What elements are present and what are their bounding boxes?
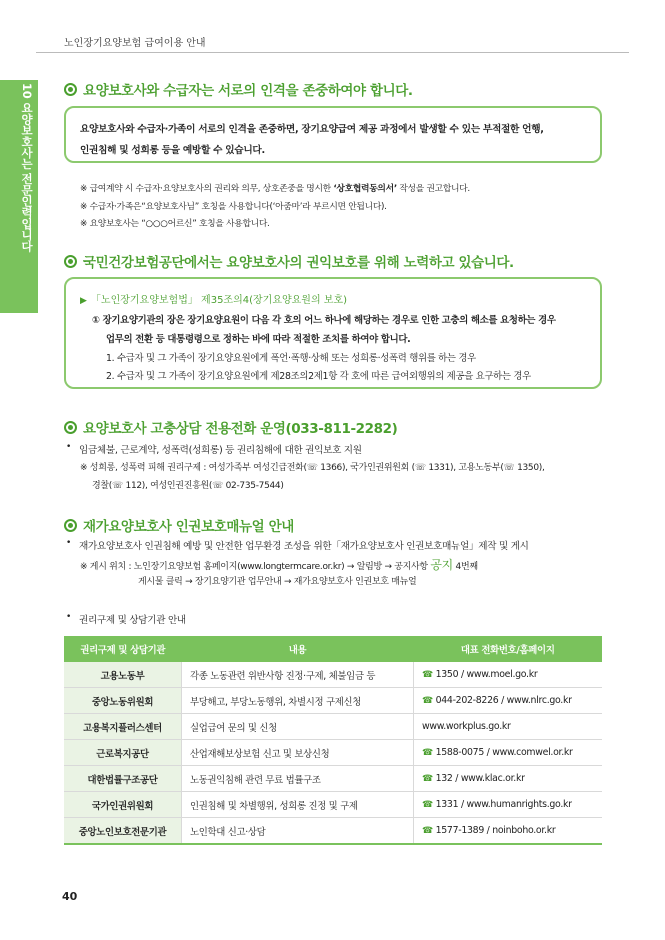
section4-title-text: 재가요양보호사 인권보호매뉴얼 안내	[83, 519, 294, 535]
section2-title-text: 국민건강보험공단에서는 요양보호사의 권익보호를 위해 노력하고 있습니다.	[83, 255, 514, 271]
section1-note: ※ 요양보호사는 “○○○어르신” 호칭을 사용합니다.	[80, 219, 270, 229]
section2-title	[64, 251, 514, 271]
chapter-side-tab-label: 10 요양보호사는 전문인력입니다	[20, 83, 34, 252]
section1-title-text: 요양보호사와 수급자는 서로의 인격을 존중하여야 합니다.	[83, 83, 413, 99]
triangle-bullet-icon: ▶	[80, 296, 87, 306]
table-cell: ☎ 044-202-8226 / www.nlrc.go.kr	[414, 688, 603, 714]
section1-note: ※ 급여계약 시 수급자·요양보호사의 권리와 의무, 상호존중을 명시한 ‘상호협력동의서’ 작성을 권고합니다.	[80, 184, 470, 194]
phone-icon: ☎	[422, 670, 433, 680]
law-item: 1. 수급자 및 그 가족이 장기요양요원에게 폭언·폭행·상해 또는 성희롱·성폭력 행위를 하는 경우	[106, 353, 476, 364]
table-cell: www.workplus.go.kr	[414, 714, 603, 740]
phone-icon: ☎	[422, 748, 433, 758]
table-header-cell: 대표 전화번호/홈페이지	[414, 636, 603, 662]
section1-box-line: 인권침해 및 성희롱 등을 예방할 수 있습니다.	[80, 145, 265, 156]
circle-bullet-icon	[64, 519, 77, 532]
section2-box	[64, 277, 602, 389]
section3-line: ※ 성희롱, 성폭력 피해 권리구제 : 여성가족부 여성긴급전화(☏ 1366), 국가인권위원회 (☏ 1331), 고용노동부(☏ 1350),	[80, 463, 545, 473]
section3-line: 경찰(☏ 112), 여성인권진흥원(☏ 02-735-7544)	[92, 481, 284, 491]
section3-title-text: 요양보호사 고충상담 전용전화 운영(033-811-2282)	[83, 421, 398, 437]
table-cell: 각종 노동관련 위반사항 진정·구제, 체불임금 등	[182, 662, 414, 688]
circle-bullet-icon	[64, 255, 77, 268]
phone-icon: ☎	[422, 826, 433, 836]
table-cell: ☎ 1588-0075 / www.comwel.or.kr	[414, 740, 603, 766]
table-cell: 인권침해 및 차별행위, 성희롱 진정 및 구제	[182, 792, 414, 818]
table-cell: 대한법률구조공단	[64, 766, 182, 792]
section1-box-line: 요양보호사와 수급자·가족이 서로의 인격을 존중하면, 장기요양급여 제공 과정에서 발생할 수 있는 부적절한 언행,	[80, 124, 544, 135]
table-cell: ☎ 1350 / www.moel.go.kr	[414, 662, 603, 688]
circle-bullet-icon	[64, 83, 77, 96]
table-row	[64, 688, 602, 714]
table-row	[64, 818, 602, 845]
table-cell: 근로복지공단	[64, 740, 182, 766]
law-clause: ① 장기요양기관의 장은 장기요양요원이 다음 각 호의 어느 하나에 해당하는 경우로 인한 고충의 해소를 요청하는 경우	[92, 315, 556, 326]
table-row	[64, 766, 602, 792]
table-cell: 노동권익침해 관련 무료 법률구조	[182, 766, 414, 792]
section1-box	[64, 106, 602, 163]
section3-title	[64, 417, 397, 437]
table-cell: ☎ 1331 / www.humanrights.go.kr	[414, 792, 603, 818]
section4-line: 게시물 클릭 → 장기요양기관 업무안내 → 재가요양보호사 인권보호 매뉴얼	[138, 577, 417, 587]
table-cell: ☎ 132 / www.klac.or.kr	[414, 766, 603, 792]
table-cell: 산업재해보상보험 신고 및 보상신청	[182, 740, 414, 766]
bullet-dot: •	[66, 612, 72, 622]
table-cell: 중앙노동위원회	[64, 688, 182, 714]
bullet-dot: •	[66, 538, 72, 548]
table-cell: 고용복지플러스센터	[64, 714, 182, 740]
table-row	[64, 714, 602, 740]
section4-title	[64, 515, 294, 535]
table-row	[64, 792, 602, 818]
table-cell: 국가인권위원회	[64, 792, 182, 818]
section4-line: ※ 게시 위치 : 노인장기요양보험 홈페이지(www.longtermcare.or.kr) → 알림방 → 공지사항 공지 4번째	[80, 558, 478, 572]
counseling-institutions-table	[64, 636, 602, 845]
table-cell: 실업급여 문의 및 신청	[182, 714, 414, 740]
section1-note: ※ 수급자·가족은“요양보호사님” 호칭을 사용합니다(‘아줌마’라 부르시면 안됩니다).	[80, 202, 387, 212]
table-row	[64, 662, 602, 688]
circle-bullet-icon	[64, 421, 77, 434]
section5-title: 권리구제 및 상담기관 안내	[79, 615, 186, 626]
table-cell: 고용노동부	[64, 662, 182, 688]
phone-icon: ☎	[422, 774, 433, 784]
table-cell: ☎ 1577-1389 / noinboho.or.kr	[414, 818, 603, 845]
section3-line: 임금체불, 근로계약, 성폭력(성희롱) 등 권리침해에 대한 권익보호 지원	[79, 445, 362, 456]
law-clause: 업무의 전환 등 대통령령으로 정하는 바에 따라 적절한 조치를 하여야 합니다.	[106, 334, 411, 345]
section4-line: 재가요양보호사 인권침해 예방 및 안전한 업무환경 조성을 위한「재가요양보호사 인권보호매뉴얼」제작 및 게시	[79, 541, 529, 552]
bullet-dot: •	[66, 442, 72, 452]
phone-icon: ☎	[422, 696, 433, 706]
law-title: ▶ 「노인장기요양보험법」 제35조의4(장기요양요원의 보호)	[80, 295, 348, 306]
table-header-cell: 내용	[182, 636, 414, 662]
table-cell: 중앙노인보호전문기관	[64, 818, 182, 845]
section1-title	[64, 79, 413, 99]
table-cell: 노인학대 신고·상담	[182, 818, 414, 845]
header-rule	[36, 52, 629, 53]
page-number: 40	[62, 890, 78, 903]
phone-icon: ☎	[422, 800, 433, 810]
table-row	[64, 740, 602, 766]
header-title: 노인장기요양보험 급여이용 안내	[64, 38, 206, 49]
table-header-cell: 권리구제 및 상담기관	[64, 636, 182, 662]
table-cell: 부당해고, 부당노동행위, 차별시정 구제신청	[182, 688, 414, 714]
table-header-row	[64, 636, 602, 662]
law-item: 2. 수급자 및 그 가족이 장기요양요원에게 제28조의2제1항 각 호에 따른 급여외행위의 제공을 요구하는 경우	[106, 371, 531, 382]
